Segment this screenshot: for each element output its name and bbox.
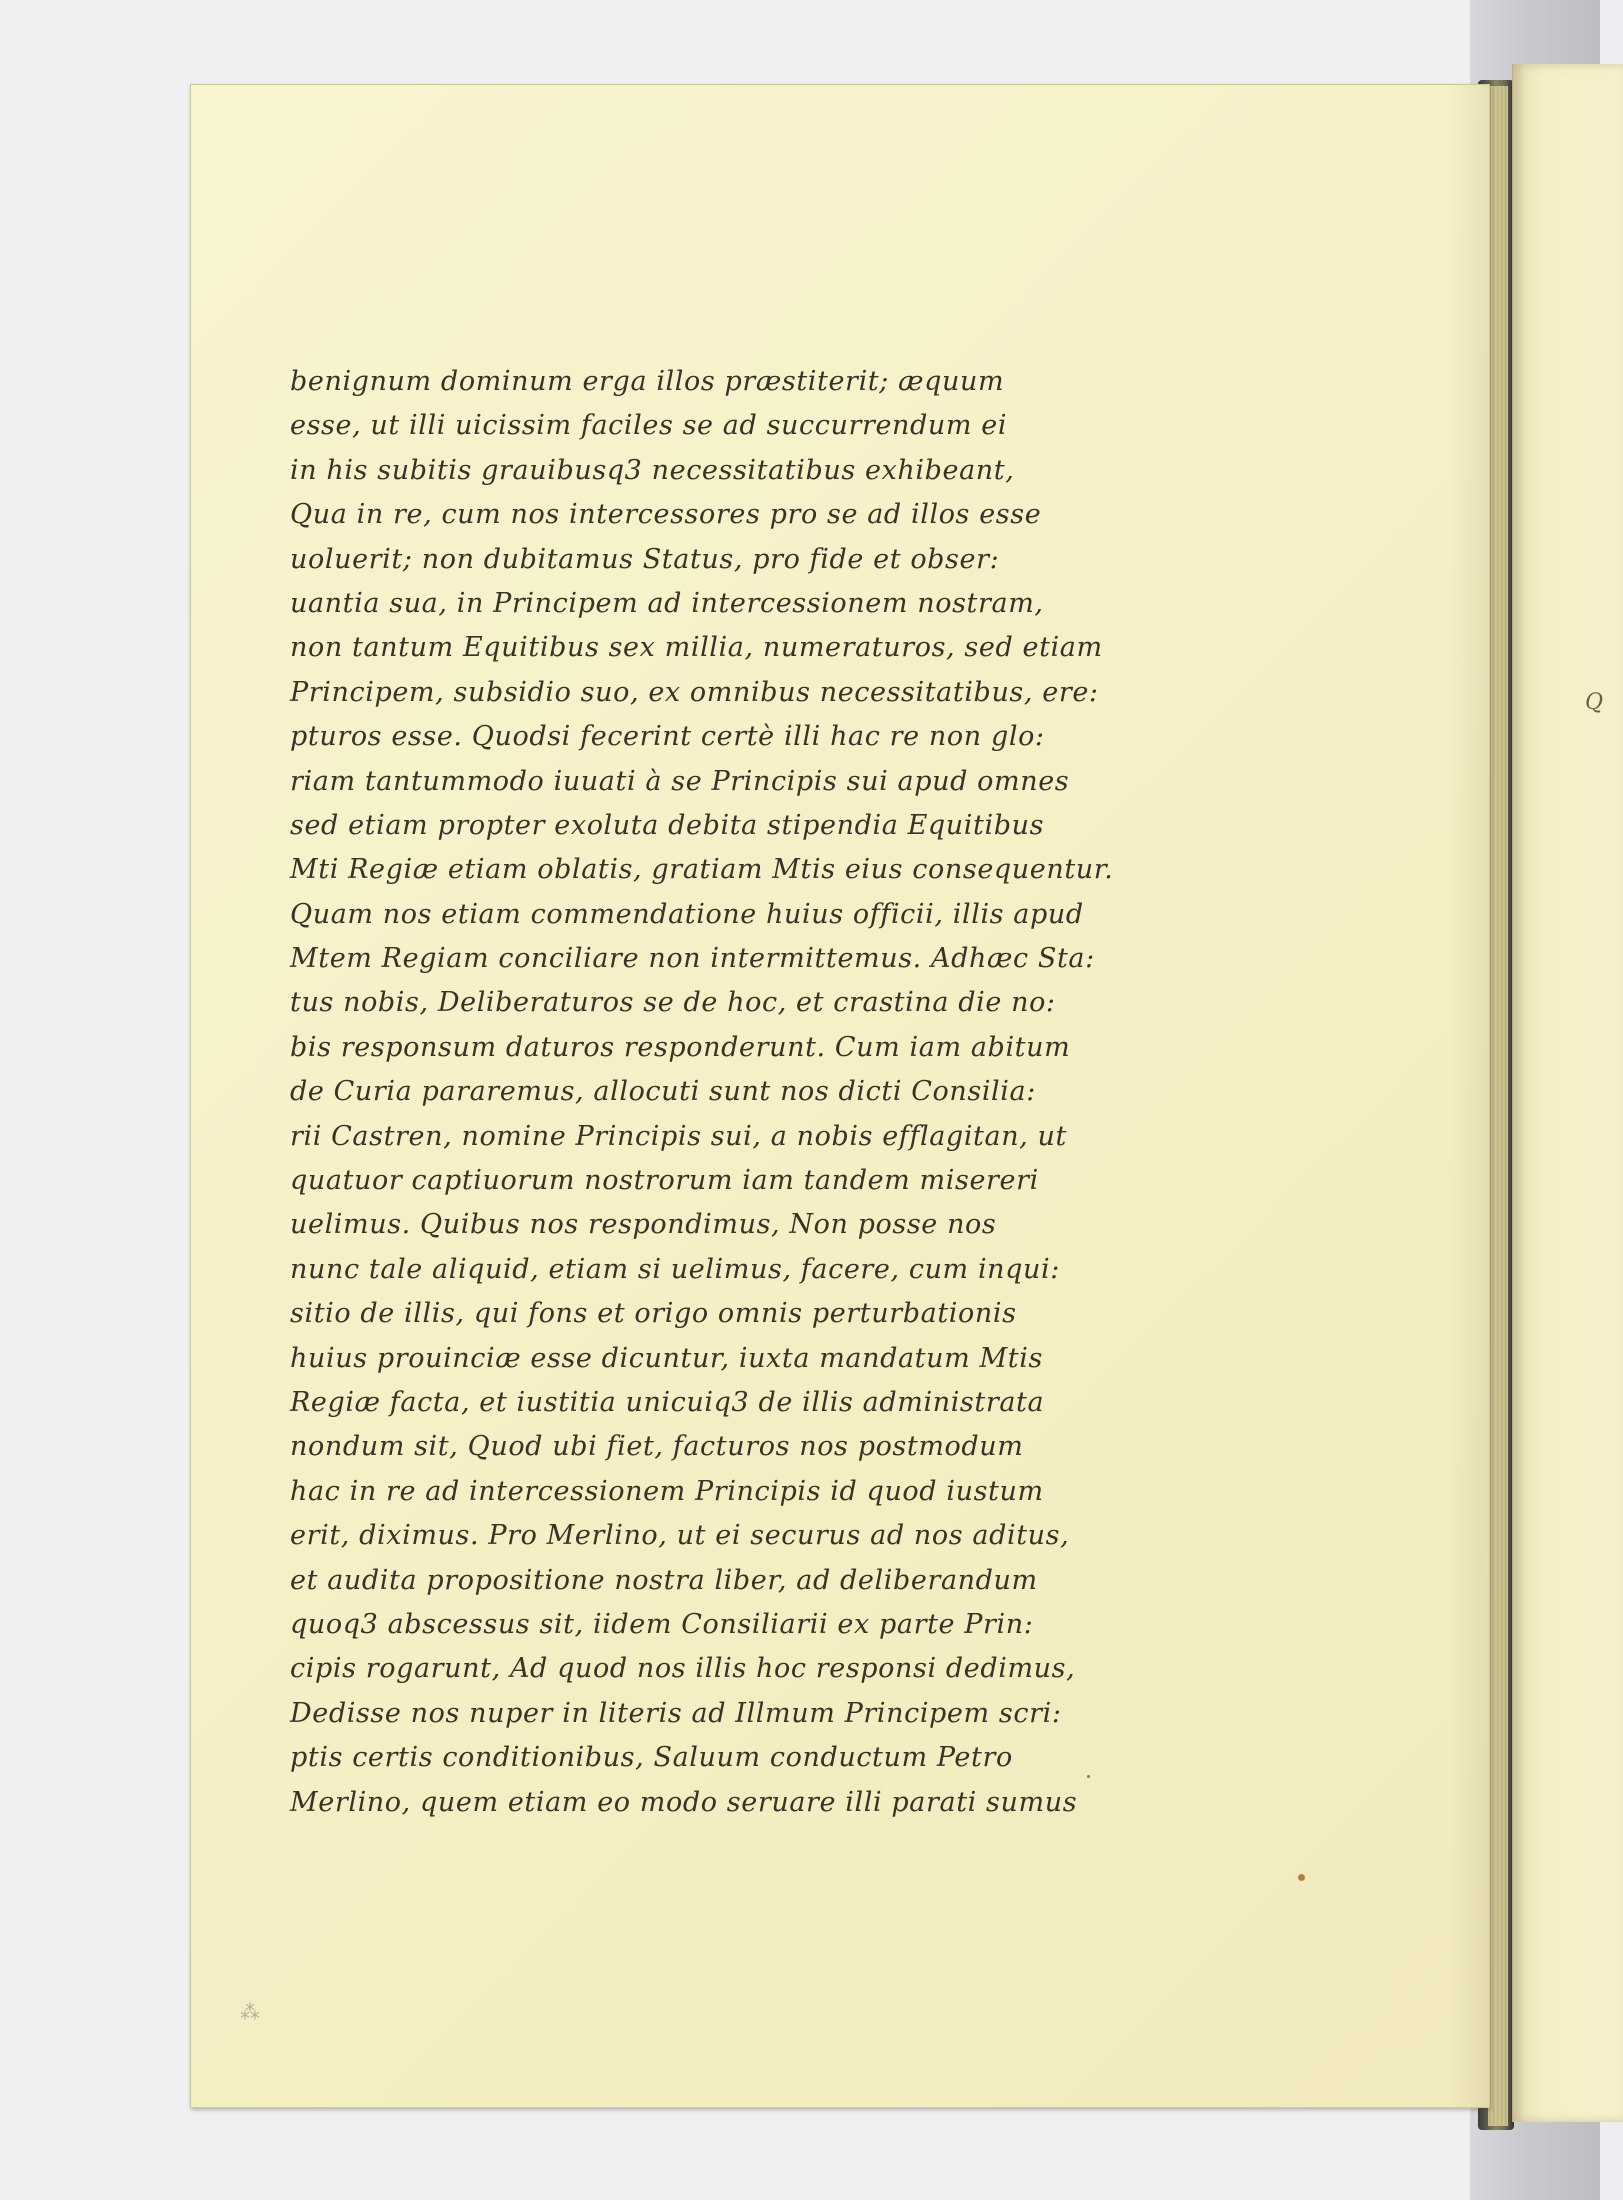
manuscript-line: de Curia pararemus, allocuti sunt nos dicti Consilia: bbox=[290, 1076, 1036, 1108]
manuscript-line: uelimus. Quibus nos respondimus, Non posse nos bbox=[290, 1209, 997, 1241]
page-edges bbox=[1488, 86, 1508, 2126]
manuscript-line: ptis certis conditionibus, Saluum conductum Petro bbox=[290, 1742, 1013, 1774]
manuscript-line: bis responsum daturos responderunt. Cum iam abitum bbox=[290, 1031, 1071, 1063]
manuscript-line: Mtem Regiam conciliare non intermittemus. Adhæc Sta: bbox=[290, 943, 1095, 975]
manuscript-line: et audita propositione nostra liber, ad deliberandum bbox=[290, 1564, 1038, 1596]
facing-page bbox=[1512, 64, 1623, 2122]
manuscript-line: hac in re ad intercessionem Principis id quod iustum bbox=[290, 1475, 1044, 1507]
manuscript-line: sitio de illis, qui fons et origo omnis perturbationis bbox=[290, 1298, 1017, 1330]
ink-spot bbox=[1298, 1874, 1305, 1881]
page-smudge: ⁂ bbox=[240, 2000, 260, 2024]
manuscript-line: Mti Regiæ etiam oblatis, gratiam Mtis eius consequentur. bbox=[290, 854, 1114, 886]
manuscript-line: pturos esse. Quodsi fecerint certè illi hac re non glo: bbox=[290, 721, 1045, 753]
page-gutter-shade bbox=[1449, 85, 1489, 2107]
manuscript-line: uoluerit; non dubitamus Status, pro fide et obser: bbox=[290, 543, 1000, 575]
manuscript-line: tus nobis, Deliberaturos se de hoc, et crastina die no: bbox=[290, 987, 1056, 1019]
ink-spot bbox=[1087, 1775, 1090, 1778]
manuscript-line: riam tantummodo iuuati à se Principis sui apud omnes bbox=[290, 765, 1070, 797]
manuscript-line: uantia sua, in Principem ad intercessionem nostram, bbox=[290, 587, 1044, 619]
manuscript-line: huius prouinciæ esse dicuntur, iuxta mandatum Mtis bbox=[290, 1342, 1043, 1374]
manuscript-line: quatuor captiuorum nostrorum iam tandem misereri bbox=[290, 1165, 1039, 1197]
manuscript-line: erit, diximus. Pro Merlino, ut ei securus ad nos aditus, bbox=[290, 1520, 1070, 1552]
manuscript-line: nunc tale aliquid, etiam si uelimus, facere, cum inqui: bbox=[290, 1253, 1060, 1285]
manuscript-line: benignum dominum erga illos præstiterit; æquum bbox=[290, 366, 1005, 397]
facing-page-margin-mark: Q bbox=[1585, 690, 1604, 715]
manuscript-line: Regiæ facta, et iustitia unicuiq3 de illis administrata bbox=[290, 1386, 1045, 1418]
manuscript-line: Merlino, quem etiam eo modo seruare illi parati sumus bbox=[290, 1786, 1078, 1818]
manuscript-line: esse, ut illi uicissim faciles se ad succurrendum ei bbox=[290, 410, 1008, 442]
manuscript-line: Dedisse nos nuper in literis ad Illmum Principem scri: bbox=[290, 1697, 1062, 1729]
manuscript-line: rii Castren, nomine Principis sui, a nobis efflagitan, ut bbox=[290, 1120, 1067, 1152]
manuscript-line: sed etiam propter exoluta debita stipendia Equitibus bbox=[290, 809, 1045, 841]
manuscript-line: cipis rogarunt, Ad quod nos illis hoc responsi dedimus, bbox=[290, 1653, 1076, 1685]
manuscript-line: non tantum Equitibus sex millia, numeraturos, sed etiam bbox=[290, 632, 1103, 664]
manuscript-text bbox=[290, 360, 1300, 1825]
manuscript-line: nondum sit, Quod ubi fiet, facturos nos postmodum bbox=[290, 1431, 1024, 1463]
manuscript-line: quoq3 abscessus sit, iidem Consiliarii ex parte Prin: bbox=[290, 1608, 1034, 1640]
manuscript-line: in his subitis grauibusq3 necessitatibus exhibeant, bbox=[290, 454, 1015, 486]
manuscript-line: Qua in re, cum nos intercessores pro se ad illos esse bbox=[290, 499, 1042, 531]
manuscript-line: Quam nos etiam commendatione huius officii, illis apud bbox=[290, 898, 1084, 930]
manuscript-line: Principem, subsidio suo, ex omnibus necessitatibus, ere: bbox=[290, 676, 1099, 708]
